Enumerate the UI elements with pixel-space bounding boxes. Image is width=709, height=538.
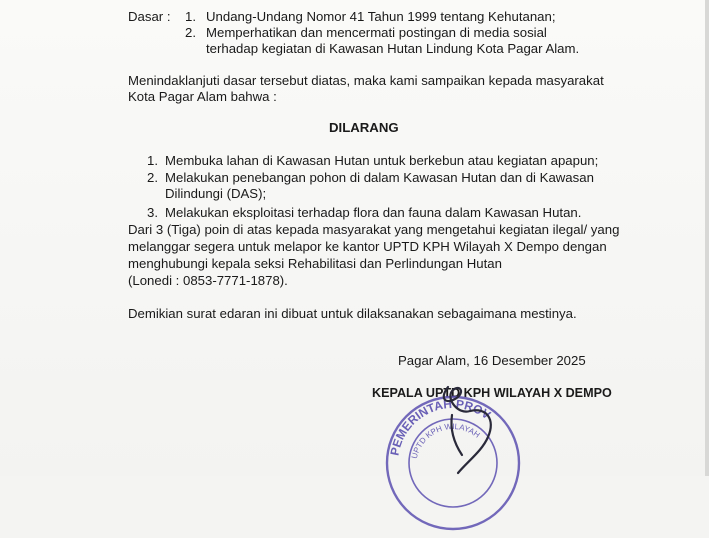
signature	[400, 385, 510, 476]
report-text: (Lonedi : 0853-7771-1878).	[128, 273, 288, 288]
prohibition-num: 3.	[147, 205, 158, 220]
dasar-item-text: Undang-Undang Nomor 41 Tahun 1999 tentang Kehutanan;	[206, 9, 556, 24]
stamp-inner-text: UPTD KPH WILAYAH	[409, 421, 482, 460]
prohibition-text: Melakukan penebangan pohon di dalam Kawasan Hutan dan di Kawasan	[165, 170, 594, 185]
page-edge	[705, 0, 709, 476]
intro-text: Menindaklanjuti dasar tersebut diatas, maka kami sampaikan kepada masyarakat	[128, 73, 604, 88]
closing-text: Demikian surat edaran ini dibuat untuk dilaksanakan sebagaimana mestinya.	[128, 306, 577, 321]
dasar-label: Dasar :	[128, 9, 171, 24]
report-text: melanggar segera untuk melapor ke kantor UPTD KPH Wilayah X Dempo dengan	[128, 239, 607, 254]
place-date: Pagar Alam, 16 Desember 2025	[398, 353, 586, 368]
prohibition-text: Dilindungi (DAS);	[165, 186, 267, 201]
stamp-outer-text: PEMERINTAH PROV	[387, 396, 494, 457]
dasar-item-num: 2.	[185, 25, 196, 40]
dasar-item-text: Memperhatikan dan mencermati postingan di media sosial	[206, 25, 547, 40]
prohibition-num: 2.	[147, 170, 158, 185]
intro-text: Kota Pagar Alam bahwa :	[128, 89, 277, 104]
prohibition-num: 1.	[147, 153, 158, 168]
prohibition-text: Melakukan eksploitasi terhadap flora dan fauna dalam Kawasan Hutan.	[165, 205, 582, 220]
dasar-item-num: 1.	[185, 9, 196, 24]
heading-dilarang: DILARANG	[329, 120, 399, 135]
report-text: menghubungi kepala seksi Rehabilitasi dan Perlindungan Hutan	[128, 256, 502, 271]
report-text: Dari 3 (Tiga) poin di atas kepada masyarakat yang mengetahui kegiatan ilegal/ yang	[128, 222, 620, 237]
dasar-item-text: terhadap kegiatan di Kawasan Hutan Lindung Kota Pagar Alam.	[206, 41, 580, 56]
signatory-title: KEPALA UPTD KPH WILAYAH X DEMPO	[372, 386, 612, 400]
prohibition-text: Membuka lahan di Kawasan Hutan untuk berkebun atau kegiatan apapun;	[165, 153, 599, 168]
